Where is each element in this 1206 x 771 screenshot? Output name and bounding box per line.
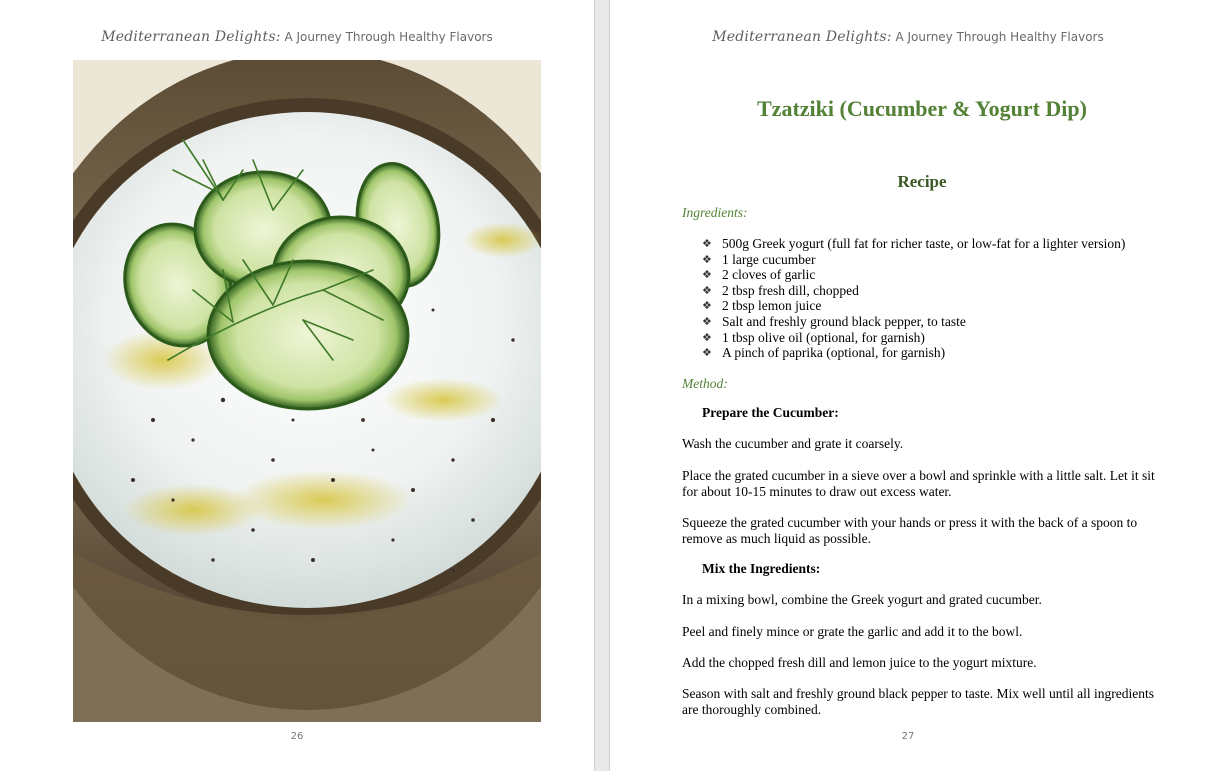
book-subtitle: A Journey Through Healthy Flavors xyxy=(891,30,1104,44)
running-header xyxy=(0,29,594,45)
diamond-bullet-icon: ❖ xyxy=(702,330,712,344)
diamond-bullet-icon: ❖ xyxy=(702,314,712,328)
running-header xyxy=(610,29,1206,45)
diamond-bullet-icon: ❖ xyxy=(702,346,712,360)
ingredients-label: Ingredients: xyxy=(682,205,748,220)
list-item: ❖ 1 tbsp olive oil (optional, for garnish) xyxy=(702,329,925,345)
page-number: 26 xyxy=(290,731,304,742)
tzatziki-photo xyxy=(73,60,541,722)
right-page xyxy=(610,0,1206,771)
method-label: Method: xyxy=(682,376,728,391)
method-paragraph: In a mixing bowl, combine the Greek yogurt and grated cucumber. xyxy=(682,592,1042,607)
diamond-bullet-icon: ❖ xyxy=(702,237,712,250)
step-title-mix-ingredients: Mix the Ingredients: xyxy=(702,561,821,576)
diamond-bullet-icon: ❖ xyxy=(702,268,712,282)
book-title-script: Mediterranean Delights: xyxy=(101,29,281,45)
list-item: ❖ 2 cloves of garlic xyxy=(702,267,816,283)
step-title-prepare-cucumber: Prepare the Cucumber: xyxy=(702,405,839,420)
diamond-bullet-icon: ❖ xyxy=(702,283,712,297)
list-item: ❖ 500g Greek yogurt (full fat for richer taste, or low-fat for a lighter version) xyxy=(702,236,1126,251)
list-item: ❖ 1 large cucumber xyxy=(702,251,816,267)
diamond-bullet-icon: ❖ xyxy=(702,299,712,313)
section-heading-recipe: Recipe xyxy=(897,172,947,191)
list-item: ❖ Salt and freshly ground black pepper, to taste xyxy=(702,313,966,329)
list-item: ❖ 2 tbsp fresh dill, chopped xyxy=(702,282,859,298)
list-item: ❖ 2 tbsp lemon juice xyxy=(702,298,822,314)
recipe-title: Tzatziki (Cucumber & Yogurt Dip) xyxy=(757,96,1087,121)
method-paragraph: Place the grated cucumber in a sieve over a bowl and sprinkle with a little salt. Let it sit for about 10-15 minutes to draw out excess water. xyxy=(682,468,1155,499)
left-page xyxy=(0,0,594,771)
method-paragraph: Squeeze the grated cucumber with your hands or press it with the back of a spoon to remove as much liquid as possible. xyxy=(682,515,1138,546)
page-gutter xyxy=(594,0,610,771)
book-title-script: Mediterranean Delights: xyxy=(712,29,892,45)
method-paragraph: Peel and finely mince or grate the garlic and add it to the bowl. xyxy=(682,624,1023,639)
method-paragraph: Wash the cucumber and grate it coarsely. xyxy=(682,436,904,451)
page-number: 27 xyxy=(901,731,915,742)
method-paragraph: Season with salt and freshly ground black pepper to taste. Mix well until all ingredients are thoroughly combined. xyxy=(682,686,1155,717)
ingredients-list xyxy=(682,236,1125,361)
method-paragraph: Add the chopped fresh dill and lemon juice to the yogurt mixture. xyxy=(682,655,1037,670)
list-item: ❖ A pinch of paprika (optional, for garnish) xyxy=(702,345,946,361)
diamond-bullet-icon: ❖ xyxy=(702,252,712,266)
book-subtitle: A Journey Through Healthy Flavors xyxy=(280,30,493,44)
